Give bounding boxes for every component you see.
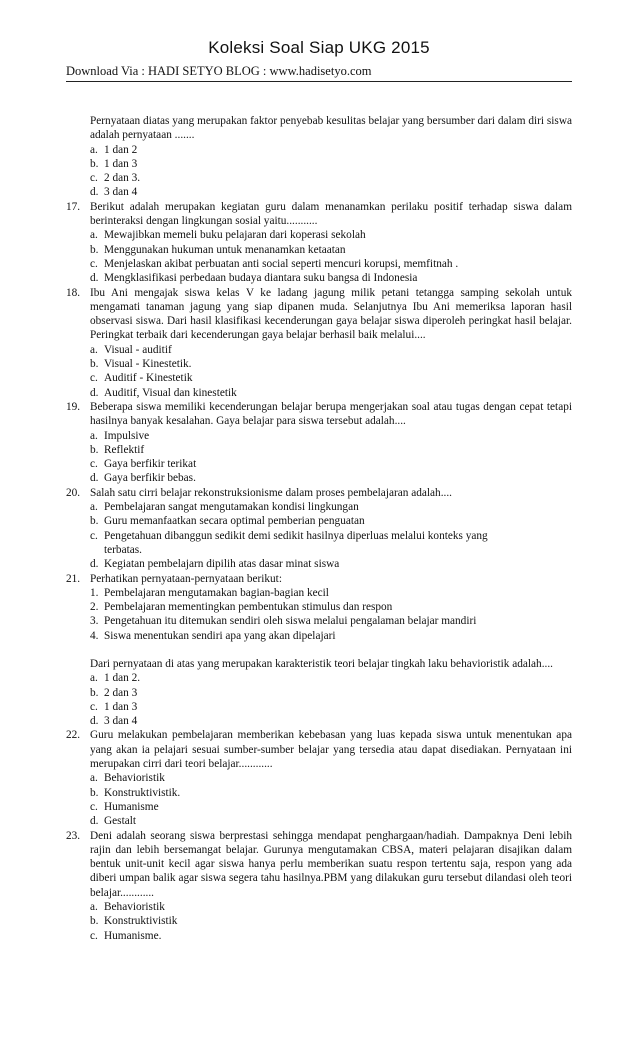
- question-21-tail: Dari pernyataan di atas yang merupakan karakteristik teori belajar tingkah laku behavioristik adalah....: [90, 657, 553, 670]
- document-subtitle: Download Via : HADI SETYO BLOG : www.hadisetyo.com: [66, 64, 372, 78]
- option-19-a: a. Impulsive: [90, 429, 150, 442]
- option-20-c-continued: terbatas.: [104, 543, 142, 556]
- option-23-b: b. Konstruktivistik: [90, 915, 178, 928]
- option-16-c: c. 2 dan 3.: [90, 172, 141, 185]
- option-22-d: d. Gestalt: [90, 815, 136, 828]
- statement-21-4: 4. Siswa menentukan sendiri apa yang akan dipelajari: [90, 629, 336, 642]
- option-22-b: b. Konstruktivistik.: [90, 786, 181, 799]
- option-20-a: a. Pembelajaran sangat mengutamakan kondisi lingkungan: [90, 501, 359, 514]
- option-20-c: c. Pengetahuan dibanggun sedikit demi sedikit hasilnya diperluas melalui konteks yang: [90, 529, 488, 542]
- option-19-c: c. Gaya berfikir terikat: [90, 458, 197, 471]
- option-18-b: b. Visual - Kinestetik.: [90, 358, 192, 371]
- statement-21-3: 3. Pengetahuan itu ditemukan sendiri oleh siswa melalui pengalaman belajar mandiri: [90, 615, 477, 628]
- option-19-b: b. Reflektif: [90, 443, 145, 456]
- option-16-a: a. 1 dan 2: [90, 143, 138, 156]
- option-20-d: d. Kegiatan pembelajarn dipilih atas dasar minat siswa: [90, 558, 340, 571]
- question-17: 17. Berikut adalah merupakan kegiatan guru dalam menanamkan perilaku positif terhadap siswa dalam berinteraksi dengan lingkungan sosial yaitu...........: [66, 200, 572, 228]
- option-21-b: b. 2 dan 3: [90, 686, 138, 699]
- option-17-d: d. Mengklasifikasi perbedaan budaya diantara suku bangsa di Indonesia: [90, 272, 418, 285]
- option-23-a: a. Behavioristik: [90, 901, 165, 914]
- option-18-c: c. Auditif - Kinestetik: [90, 372, 193, 385]
- option-17-a: a. Mewajibkan memeli buku pelajaran dari koperasi sekolah: [90, 229, 366, 242]
- option-21-c: c. 1 dan 3: [90, 700, 138, 713]
- document-title: Koleksi Soal Siap UKG 2015: [208, 38, 430, 57]
- option-22-a: a. Behavioristik: [90, 772, 165, 785]
- option-21-a: a. 1 dan 2.: [90, 672, 141, 685]
- document-body: [66, 114, 572, 943]
- question-21: 21. Perhatikan pernyataan-pernyataan berikut:: [66, 572, 282, 585]
- statement-21-2: 2. Pembelajaran mementingkan pembentukan stimulus dan respon: [90, 601, 393, 614]
- header-divider: [66, 81, 572, 82]
- option-20-b: b. Guru memanfaatkan secara optimal pemberian penguatan: [90, 515, 365, 528]
- option-18-a: a. Visual - auditif: [90, 343, 172, 356]
- question-18: 18. Ibu Ani mengajak siswa kelas V ke ladang jagung milik petani tetangga samping sekolah untuk mengamati tanaman jagung yang siap dipanen muda. Selanjutnya Ibu Ani memeriksa laporan hasil observasi siswa. Dari hasil klasifikasi kecenderungan gaya belajar siswa diperoleh peringkat hasil belajar. Peringkat terbaik dari kecenderungan gaya belajar berhasil baik melalui....: [66, 286, 572, 342]
- question-16-tail: Pernyataan diatas yang merupakan faktor penyebab kesulitas belajar yang bersumber dari dalam diri siswa adalah pernyataan .......: [90, 115, 572, 142]
- option-17-b: b. Menggunakan hukuman untuk menanamkan ketaatan: [90, 243, 346, 256]
- option-18-d: d. Auditif, Visual dan kinestetik: [90, 386, 237, 399]
- option-17-c: c. Menjelaskan akibat perbuatan anti social seperti mencuri korupsi, memfitnah .: [90, 257, 459, 270]
- spacer: [66, 643, 572, 657]
- question-20: 20. Salah satu cirri belajar rekonstruksionisme dalam proses pembelajaran adalah....: [66, 486, 453, 499]
- question-19: 19. Beberapa siswa memiliki kecenderungan belajar berupa mengerjakan soal atau tugas dengan cepat tetapi hasilnya banyak kesalahan. Gaya belajar para siswa tersebut adalah....: [66, 400, 572, 428]
- option-19-d: d. Gaya berfikir bebas.: [90, 472, 196, 485]
- option-21-d: d. 3 dan 4: [90, 715, 138, 728]
- option-16-d: d. 3 dan 4: [90, 186, 138, 199]
- option-16-b: b. 1 dan 3: [90, 157, 138, 170]
- question-23: 23. Deni adalah seorang siswa berprestasi sehingga mendapat penghargaan/hadiah. Dampaknya Deni lebih rajin dan lebih bersemangat belajar. Gurunya mengutamakan CBSA, materi pelajaran disajikan dalam bentuk unit-unit kecil agar siswa hanya perlu memberikan suatu respon tertentu saja, respon yang ada diberi umpan balik agar siswa segera tahu hasilnya.PBM yang dilakukan guru tersebut dilandasi oleh teori belajar............: [66, 829, 572, 899]
- option-23-c: c. Humanisme.: [90, 929, 162, 942]
- question-22: 22. Guru melakukan pembelajaran memberikan kebebasan yang luas kepada siswa untuk menentukan apa yang akan ia pelajari sesuai sumber-sumber belajar yang tersedia atau dapat disediakan. Pernyataan ini merupakan cirri dari teori belajar............: [66, 729, 572, 771]
- statement-21-1: 1. Pembelajaran mengutamakan bagian-bagian kecil: [90, 586, 329, 599]
- option-22-c: c. Humanisme: [90, 800, 159, 813]
